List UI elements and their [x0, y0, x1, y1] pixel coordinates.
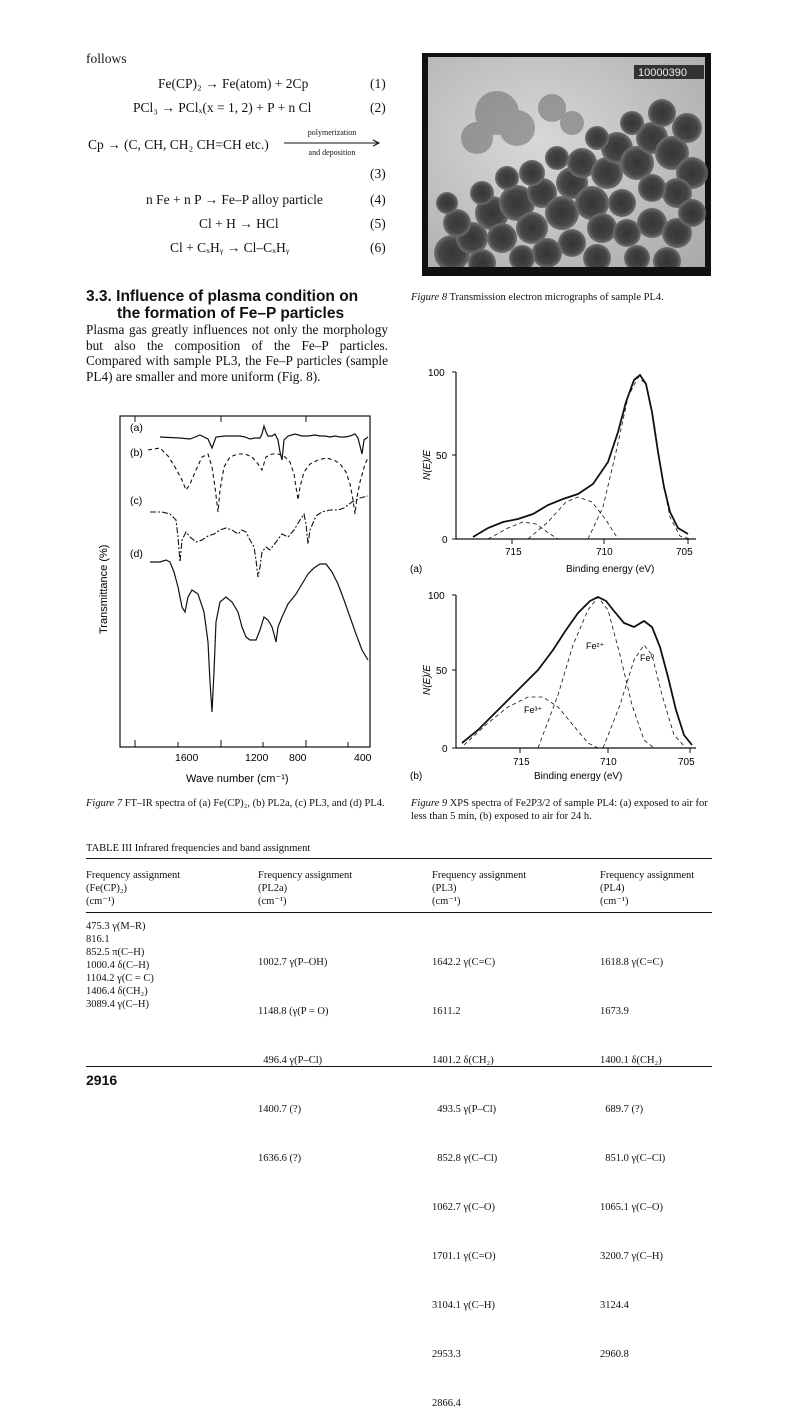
micrograph-image [422, 53, 711, 276]
table-cell: 1148.8 (γ(P = O) [258, 1006, 329, 1017]
micrograph-stamp: 10000390 [638, 67, 687, 79]
fig9b-xlabel: Binding energy (eV) [534, 771, 623, 782]
fig9b-panel-label: (b) [410, 771, 423, 782]
table-cell: 1000.4 δ(C–H) [86, 960, 150, 971]
equation-4: n Fe + n P → Fe–P alloy particle [146, 192, 323, 207]
table-cell: 1636.6 (?) [258, 1153, 302, 1164]
table-cell: 475.3 γ(M–R) [86, 921, 146, 932]
fig9b-ytick-50: 50 [436, 666, 448, 677]
table-header-col2 [258, 869, 352, 908]
table-cell: 2953.3 [432, 1349, 461, 1360]
equation-3-arrow [284, 139, 382, 147]
table-header-col1 [86, 869, 180, 908]
fig7-xlabel: Wave number (cm⁻¹) [186, 773, 289, 785]
curve-label-a: (a) [130, 422, 143, 434]
equation-2: PCl₃ → PClₓ(x = 1, 2) + P + n Cl [133, 100, 312, 115]
fig9a-xtick-710: 710 [596, 547, 613, 558]
table-cell: 493.5 γ(P–Cl) [432, 1104, 497, 1115]
table-column-1 [86, 920, 154, 1011]
table-cell: 3089.4 γ(C–H) [86, 999, 149, 1010]
fig9a-xlabel: Binding energy (eV) [566, 564, 655, 575]
th3-line1: Frequency assignment [432, 870, 527, 881]
table-cell: 496.4 γ(P–Cl) [258, 1055, 323, 1066]
th1-line3: (cm⁻¹) [86, 896, 115, 907]
th3-line3: (cm⁻¹) [432, 896, 461, 907]
fig9a-ytick-50: 50 [436, 451, 448, 462]
figure9b-xps-chart [398, 585, 718, 785]
table-cell: 3104.1 γ(C–H) [432, 1300, 495, 1311]
th1-line2: (Fe(CP)₂) [86, 883, 127, 894]
th4-line1: Frequency assignment [600, 870, 695, 881]
th3-line2: (PL3) [432, 883, 457, 894]
table-top-rule [86, 858, 712, 859]
figure8-label: Figure 8 [411, 292, 448, 303]
curve-c [150, 496, 368, 577]
table-header-rule [86, 912, 712, 913]
fig9b-xtick-710: 710 [600, 757, 617, 768]
curve-a [160, 426, 368, 460]
figure9-text: XPS spectra of Fe2P3/2 of sample PL4: (a) exposed to air for less than 5 min, (b) exposed to air for 24 h. [411, 798, 708, 822]
figure8-caption [411, 291, 664, 304]
th1-line1: Frequency assignment [86, 870, 181, 881]
equation-1: Fe(CP)₂ → Fe(atom) + 2Cp [158, 76, 309, 91]
table-cell: 1104.2 γ(C = C) [86, 973, 154, 984]
curve-b [148, 448, 368, 514]
table-cell: 852.8 γ(C–Cl) [432, 1153, 498, 1164]
section-heading-line1: 3.3. Influence of plasma condition on [86, 288, 359, 305]
fig9a-xtick-705: 705 [676, 547, 693, 558]
fig9a-panel-label: (a) [410, 564, 423, 575]
figure7-ftir-chart [90, 412, 380, 792]
table-cell: 1618.8 γ(C=C) [600, 957, 664, 968]
curve-label-b: (b) [130, 447, 143, 459]
section-heading-line2: the formation of Fe–P particles [117, 305, 345, 322]
equation-1-number: (1) [370, 76, 386, 91]
plot-frame [120, 416, 370, 747]
table-cell: 1065.1 γ(C–O) [600, 1202, 663, 1213]
fig9b-envelope [462, 597, 692, 745]
equation-6-number: (6) [370, 240, 386, 255]
table-header-col4 [600, 869, 694, 908]
equation-3-arrow-over: polymerization [307, 128, 357, 137]
table-cell: 1400.1 δ(CH₂) [600, 1055, 662, 1066]
xtick-1600: 1600 [175, 752, 199, 764]
table-column-2 [258, 920, 328, 1183]
fig9a-component-3 [588, 377, 690, 539]
th4-line3: (cm⁻¹) [600, 896, 629, 907]
th2-line1: Frequency assignment [258, 870, 353, 881]
figure9-label: Figure 9 [411, 798, 448, 809]
section-paragraph: Plasma gas greatly influences not only the morphology but also the composition of the Fe–P particles. Compared with sample PL3, the Fe–P particles (sample PL4) are smaller and more uniform (Fig. 8). [86, 322, 388, 385]
fig9a-ytick-100: 100 [428, 368, 445, 379]
equation-3-arrow-under: and deposition [308, 148, 356, 157]
table-cell: 1642.2 γ(C=C) [432, 957, 496, 968]
figure7-text: FT–IR spectra of (a) Fe(CP)₂, (b) PL2a, (c) PL3, and (d) PL4. [124, 798, 385, 809]
xtick-1200: 1200 [245, 752, 269, 764]
equation-5: Cl + H → HCl [199, 216, 279, 231]
fig9b-xtick-715: 715 [513, 757, 530, 768]
fig9a-envelope [473, 375, 688, 537]
equation-3: Cp → (C, CH, CH₂ CH=CH etc.) [88, 137, 269, 152]
fig7-ylabel: Transmittance (%) [98, 544, 110, 634]
table-cell: 3200.7 γ(C–H) [600, 1251, 663, 1262]
table-cell: 1400.7 (?) [258, 1104, 302, 1115]
curve-label-c: (c) [130, 495, 143, 507]
table-cell: 689.7 (?) [600, 1104, 644, 1115]
table-cell: 1611.2 [432, 1006, 461, 1017]
fig9b-xtick-705: 705 [678, 757, 695, 768]
fig9b-ylabel: N(E)/E [422, 665, 433, 695]
table-cell: 1062.7 γ(C–O) [432, 1202, 495, 1213]
fig9a-ytick-0: 0 [442, 535, 448, 546]
equation-4-number: (4) [370, 192, 386, 207]
fig9b-ytick-0: 0 [442, 744, 448, 755]
table-cell: 1673.9 [600, 1006, 629, 1017]
equation-2-number: (2) [370, 100, 386, 115]
figure8-text: Transmission electron micrographs of sample PL4. [449, 292, 664, 303]
equation-5-number: (5) [370, 216, 386, 231]
figure9-caption [411, 797, 711, 823]
table-cell: 1406.4 δ(CH₂) [86, 986, 148, 997]
curve-label-d: (d) [130, 548, 143, 560]
equation-6: Cl + CₓHᵧ → Cl–CₓHᵧ [170, 240, 290, 255]
fig9a-component-2 [528, 497, 618, 539]
table-header-col3 [432, 869, 526, 908]
tem-micrograph [422, 53, 711, 276]
intro-text: follows [86, 51, 127, 66]
table-cell: 852.5 π(C–H) [86, 947, 145, 958]
table-title: TABLE III Infrared frequencies and band assignment [86, 843, 311, 854]
xtick-800: 800 [289, 752, 307, 764]
th4-line2: (PL4) [600, 883, 625, 894]
xtick-400: 400 [354, 752, 372, 764]
figure7-label: Figure 7 [86, 798, 123, 809]
th2-line3: (cm⁻¹) [258, 896, 287, 907]
table-cell: 2866.4 [432, 1398, 461, 1409]
peak-label-fe3: Fe³⁺ [524, 705, 543, 715]
table-cell: 851.0 γ(C–Cl) [600, 1153, 666, 1164]
page-number: 2916 [86, 1072, 118, 1088]
table-cell: 1401.2 δ(CH₂) [432, 1055, 494, 1066]
equation-3-number: (3) [370, 166, 386, 181]
table-column-3 [432, 920, 497, 1428]
figure7-caption [86, 797, 386, 810]
figure9a-xps-chart [398, 362, 718, 577]
peak-label-fe0: Fe⁰ [640, 653, 655, 663]
table-cell: 816.1 [86, 934, 110, 945]
table-cell: 1701.1 γ(C=O) [432, 1251, 496, 1262]
fig9a-xtick-715: 715 [505, 547, 522, 558]
table-cell: 1002.7 γ(P–OH) [258, 957, 328, 968]
table-column-4 [600, 920, 665, 1379]
fig9a-ylabel: N(E)/E [422, 450, 433, 480]
table-cell: 3124.4 [600, 1300, 629, 1311]
fig9b-component-fe2 [538, 597, 654, 748]
table-cell: 2960.8 [600, 1349, 629, 1360]
curve-d [150, 560, 368, 712]
peak-label-fe2: Fe²⁺ [586, 641, 605, 651]
fig9b-ytick-100: 100 [428, 591, 445, 602]
th2-line2: (PL2a) [258, 883, 288, 894]
